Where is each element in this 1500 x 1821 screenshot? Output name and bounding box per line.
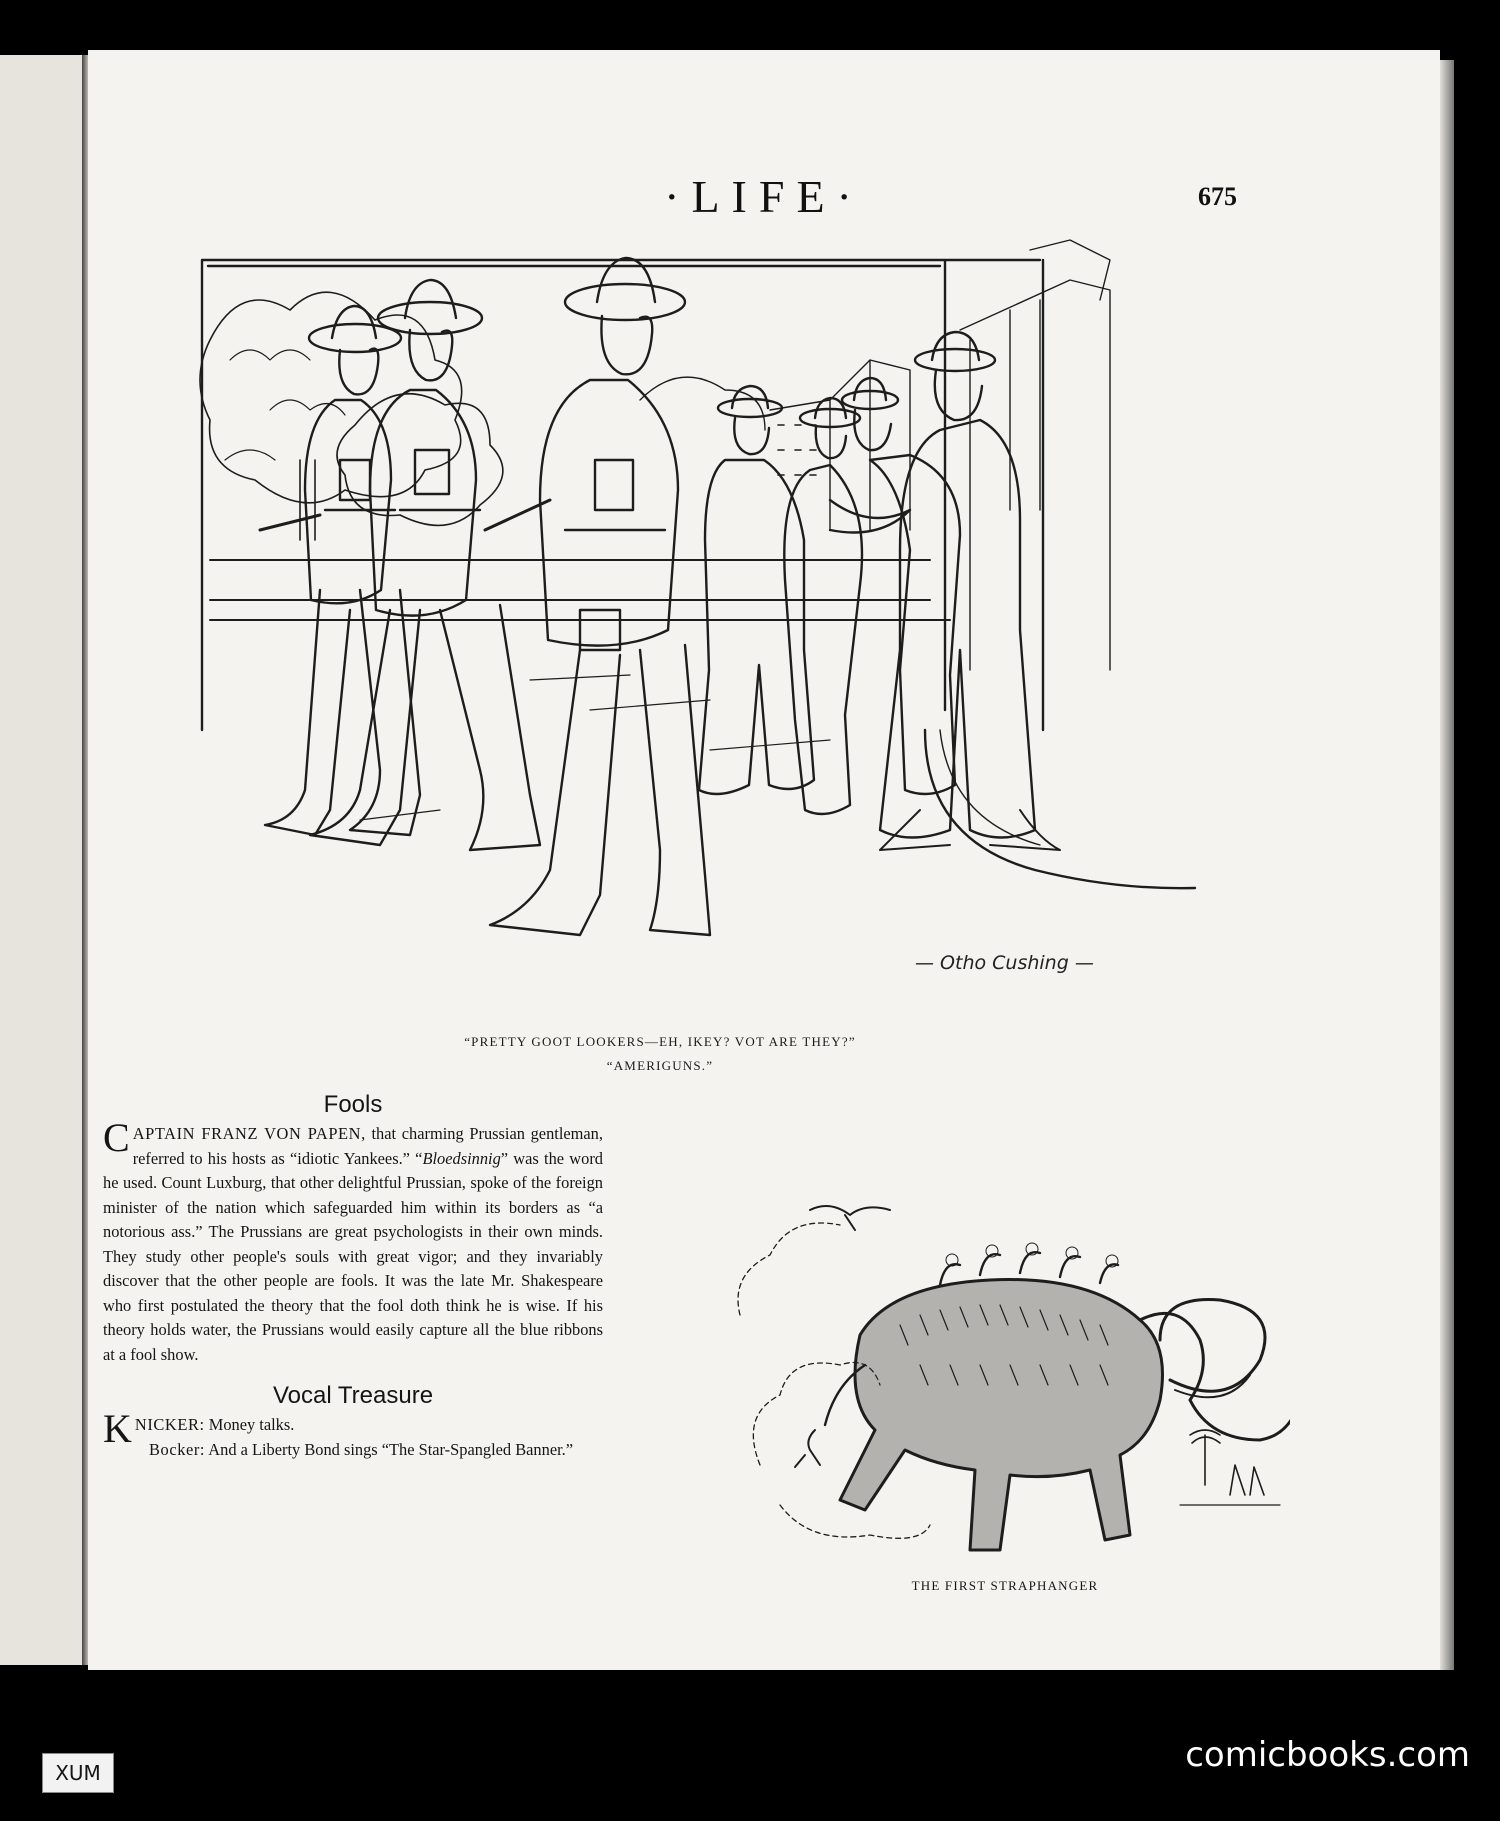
article-column [103,1090,603,1462]
page-edge-shadow [1440,60,1454,1670]
line-money-talks: Money talks. [204,1415,295,1434]
speaker-knicker: NICKER: [134,1415,205,1434]
masthead: ·LIFE· [664,171,864,222]
facing-page-edge [0,55,85,1665]
watermark: comicbooks.com [1185,1735,1470,1775]
library-label: XUM [42,1753,114,1793]
article-lead: APTAIN FRANZ VON PAPEN, [132,1124,366,1143]
article-body-fools [103,1115,603,1367]
article-italic-word: Bloedsinnig [422,1148,501,1168]
illustration-caption: THE FIRST STRAPHANGER [911,1578,1099,1593]
article-text-b: ” was the word he used. Count Luxburg, that other delightful Prussian, spoke of the foreign minister of the nation which safeguarded him within its borders as “a notorious ass.” The Prussians are great psychologists in their own minds. They study other people's souls with great vigor; and they invariably discover that the other people are fools. It was the late Mr. Shakespeare who first postulated the theory that the fool doth think he is wise. If his theory holds water, the Prussians would easily capture all the blue ribbons at a fool show. [103,1148,603,1364]
caption-line-2: “AMERIGUNS.” [606,1058,714,1073]
line-liberty-bond: And a Liberty Bond sings “The Star-Spangled Banner.” [205,1439,574,1459]
article-title-fools: Fools [323,1091,383,1118]
cartoon-caption [300,1030,1020,1078]
dropcap-c: C [103,1115,130,1160]
mammoth-illustration [720,1165,1290,1595]
article-title-vocal: Vocal Treasure [272,1382,434,1409]
soldiers-cartoon-illustration [110,210,1200,1040]
page-number: 675 [1198,182,1237,211]
artist-signature: — Otho Cushing — [915,952,1094,974]
dialogue-line-2 [103,1438,603,1463]
dropcap-k: K [103,1406,132,1451]
caption-line-1: “PRETTY GOOT LOOKERS—EH, IKEY? VOT ARE THEY?” [464,1034,856,1049]
speaker-bocker: Bocker: [149,1439,206,1459]
article-text-a: that charming Prussian gentleman, referred to his hosts as “idiotic Yankees.” “ [132,1124,603,1168]
